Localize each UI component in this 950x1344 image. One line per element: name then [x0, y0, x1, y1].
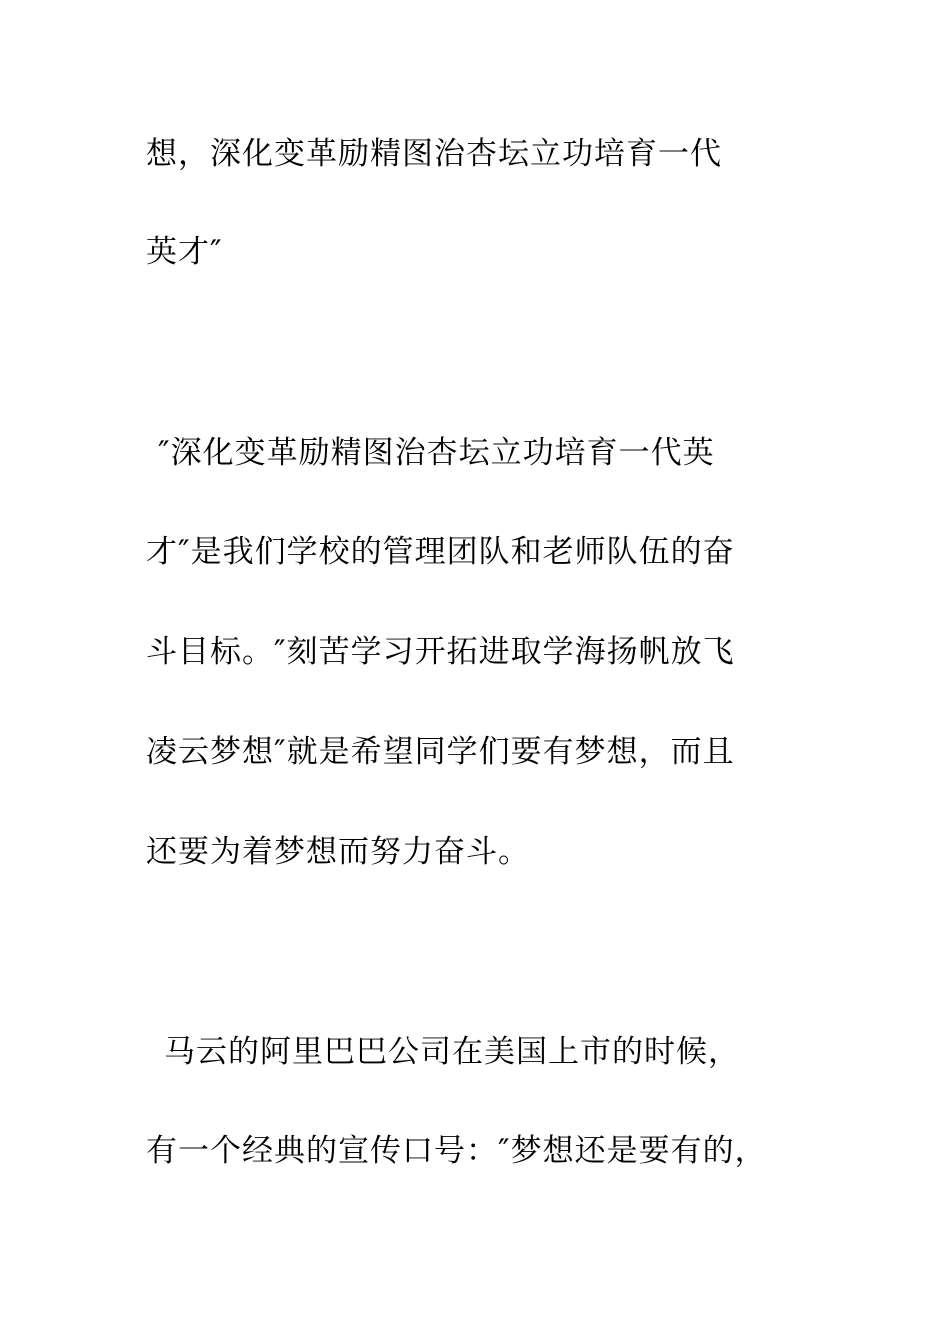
paragraph-1-line-1: 想，深化变革励精图治杏坛立功培育一代 [146, 136, 722, 172]
paragraph-1-line-2: 英才″ [146, 234, 223, 270]
paragraph-2-line-1: ″深化变革励精图治杏坛立功培育一代英 [158, 435, 715, 471]
paragraph-2-line-5: 还要为着梦想而努力奋斗。 [146, 834, 530, 870]
paragraph-2-line-3: 斗目标。″刻苦学习开拓进取学海扬帆放飞 [146, 634, 735, 670]
paragraph-3-line-1: 马云的阿里巴巴公司在美国上市的时候， [164, 1034, 740, 1070]
paragraph-2-line-4: 凌云梦想″就是希望同学们要有梦想，而且 [146, 734, 735, 770]
paragraph-3-line-2: 有一个经典的宣传口号：″梦想还是要有的， [146, 1133, 767, 1169]
paragraph-2-line-2: 才″是我们学校的管理团队和老师队伍的奋 [146, 534, 735, 570]
